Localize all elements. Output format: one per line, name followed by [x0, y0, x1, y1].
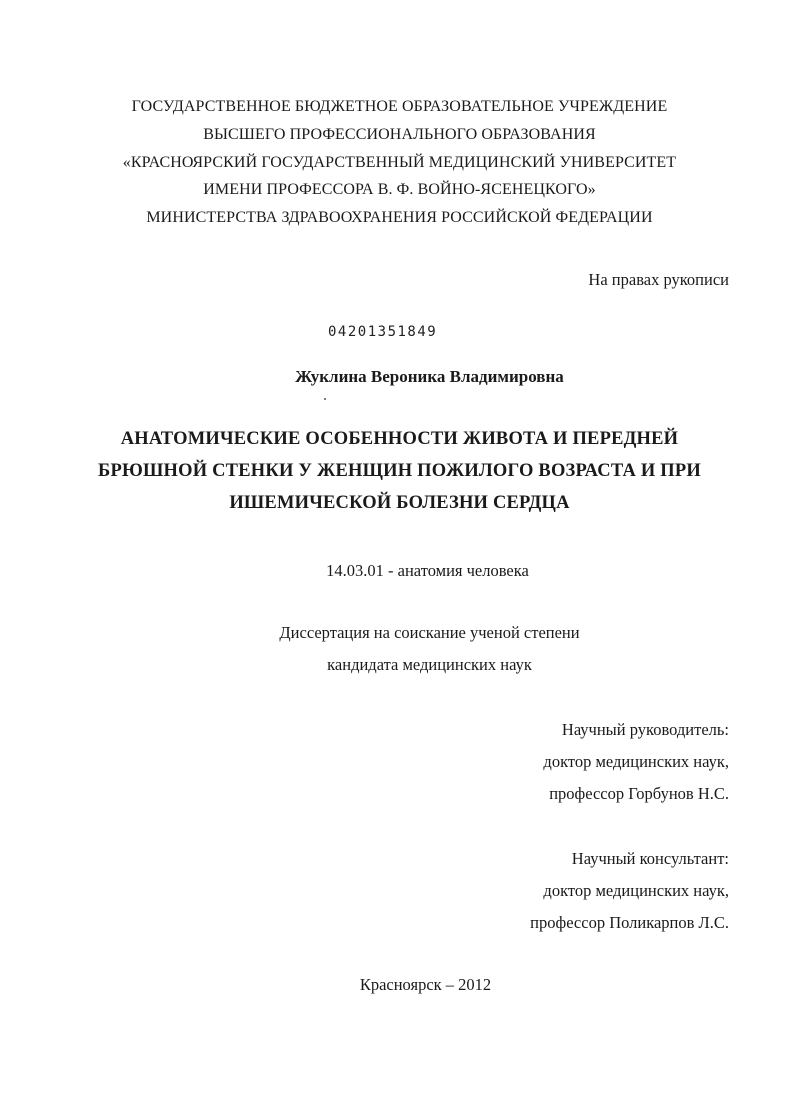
degree-line-1: Диссертация на соискание ученой степени	[279, 623, 580, 642]
title-line-2: БРЮШНОЙ СТЕНКИ У ЖЕНЩИН ПОЖИЛОГО ВОЗРАСТА И ПРИ	[98, 461, 701, 481]
consultant-degree: доктор медицинских наук,	[543, 881, 729, 900]
scan-speck	[324, 398, 326, 400]
consultant-name: профессор Поликарпов Л.С.	[530, 913, 729, 932]
title-line-3: ИШЕМИЧЕСКОЙ БОЛЕЗНИ СЕРДЦА	[229, 493, 570, 513]
place-year: Красноярск – 2012	[359, 975, 492, 994]
institution-line-2: ВЫСШЕГО ПРОФЕССИОНАЛЬНОГО ОБРАЗОВАНИЯ	[203, 126, 596, 143]
author-name: Жуклина Вероника Владимировна	[295, 367, 564, 386]
title-line-1: АНАТОМИЧЕСКИЕ ОСОБЕННОСТИ ЖИВОТА И ПЕРЕДНЕЙ	[120, 429, 679, 449]
degree-line-2: кандидата медицинских наук	[327, 655, 532, 674]
supervisor-name: профессор Горбунов Н.С.	[549, 784, 729, 803]
specialty-code: 14.03.01 - анатомия человека	[326, 561, 529, 580]
registration-code: 04201351849	[328, 324, 438, 340]
manuscript-note: На правах рукописи	[588, 270, 729, 289]
institution-line-4: ИМЕНИ ПРОФЕССОРА В. Ф. ВОЙНО-ЯСЕНЕЦКОГО»	[203, 181, 596, 198]
institution-line-3: «КРАСНОЯРСКИЙ ГОСУДАРСТВЕННЫЙ МЕДИЦИНСКИЙ УНИВЕРСИТЕТ	[122, 154, 677, 171]
supervisor-label: Научный руководитель:	[561, 720, 729, 739]
institution-line-1: ГОСУДАРСТВЕННОЕ БЮДЖЕТНОЕ ОБРАЗОВАТЕЛЬНОЕ УЧРЕЖДЕНИЕ	[131, 98, 668, 115]
supervisor-degree: доктор медицинских наук,	[543, 752, 729, 771]
institution-line-5: МИНИСТЕРСТВА ЗДРАВООХРАНЕНИЯ РОССИЙСКОЙ ФЕДЕРАЦИИ	[146, 209, 653, 226]
consultant-label: Научный консультант:	[571, 849, 729, 868]
